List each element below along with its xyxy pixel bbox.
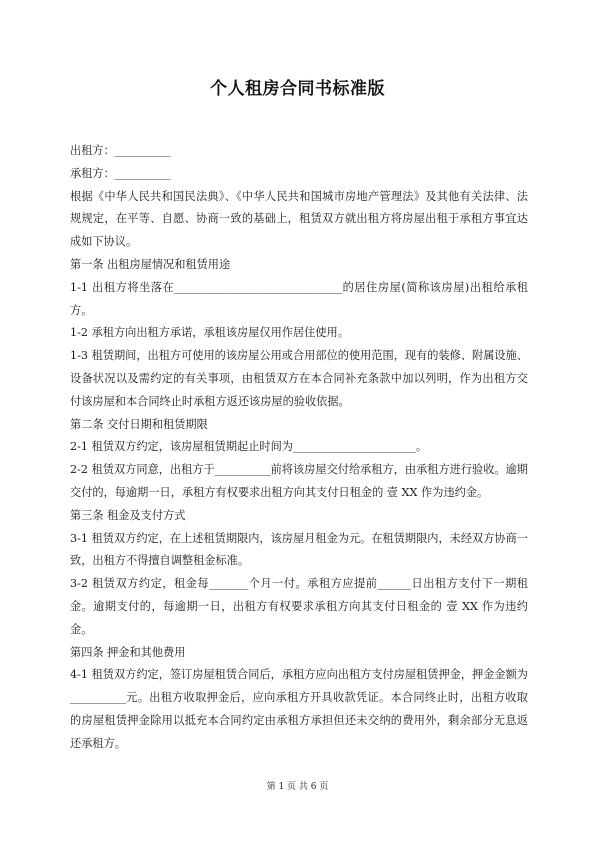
article-1-heading: 第一条 出租房屋情况和租赁用途 [70, 257, 231, 271]
article-3-heading: 第三条 租金及支付方式 [70, 508, 186, 522]
clause-2-1: 2-1 租赁双方约定，该房屋租赁期起止时间为______________________。 [70, 440, 428, 454]
clause-4-1: 4-1 租赁双方约定，签订房屋租赁合同后，承租方应向出租方支付房屋租赁押金，押金金额为__________元。出租方收取押金后，应向承租方开具收款凭证。本合同终止时，出租方收取的房屋租赁押金除用以抵充本合同约定由承租方承担但还未交纳的费用外，剩余部分无息返还承租方。 [70, 668, 528, 750]
preamble-paragraph: 根据《中华人民共和国民法典》、《中华人民共和国城市房地产管理法》及其他有关法律、法规规定，在平等、自愿、协商一致的基础上，租赁双方就出租方将房屋出租于承租方事宜达成如下协议。 [70, 189, 528, 249]
article-4-heading: 第四条 押金和其他费用 [70, 645, 186, 659]
clause-1-3: 1-3 租赁期间，出租方可使用的该房屋公用或合用部位的使用范围，现有的装修、附属设施、设备状况以及需约定的有关事项，由租赁双方在本合同补充条款中加以列明，作为出租方交付该房屋和本合同终止时承租方返还该房屋的验收依据。 [70, 349, 528, 408]
clause-3-2: 3-2 租赁双方约定，租金每_______个月一付。承租方应提前______日出租方支付下一期租金。逾期支付的，每逾期一日，出租方有权要求承租方向其支付日租金的 壹 XX 作为违约金。 [70, 577, 528, 636]
clause-2-2: 2-2 租赁双方同意，出租方于__________前将该房屋交付给承租方，由承租方进行验收。逾期交付的，每逾期一日，承租方有权要求出租方向其支付日租金的 壹 XX 作为违约金。 [70, 463, 528, 499]
document-body [70, 140, 528, 756]
clause-1-1: 1-1 出租方将坐落在______________________________的居住房屋(简称该房屋)出租给承租方。 [70, 280, 528, 317]
clause-3-1: 3-1 租赁双方约定，在上述租赁期限内，该房屋月租金为元。在租赁期限内，未经双方协商一致，出租方不得擅自调整租金标准。 [70, 531, 528, 568]
lessee-line: 承租方：__________ [70, 166, 171, 180]
lessor-line: 出租方：__________ [70, 144, 171, 157]
page-footer: 第 1 页 共 6 页 [266, 782, 329, 792]
article-2-heading: 第二条 交付日期和租赁期限 [70, 417, 208, 431]
clause-1-2: 1-2 承租方向出租方承诺，承租该房屋仅用作居住使用。 [70, 326, 349, 340]
page-title: 个人租房合同书标准版 [210, 79, 385, 99]
